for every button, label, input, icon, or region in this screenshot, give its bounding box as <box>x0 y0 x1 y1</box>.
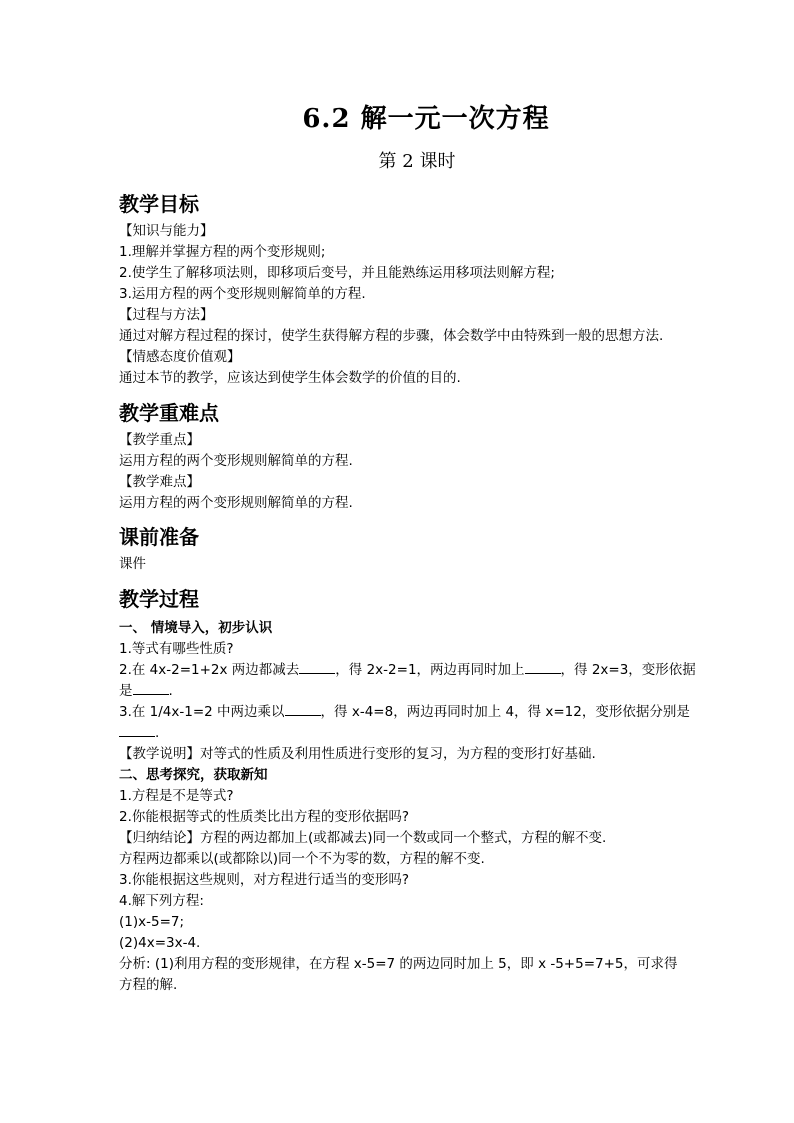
answer-blank[interactable] <box>299 661 335 674</box>
process-question-2-3: 3.你能根据这些规则，对方程进行适当的变形吗? <box>119 872 410 888</box>
answer-blank[interactable] <box>285 703 321 716</box>
objectives-attitude-text: 通过本节的教学，应该达到使学生体会数学的价值的目的. <box>119 370 461 386</box>
objectives-item-2: 2.使学生了解移项法则，即移项后变号，并且能熟练运用移项法则解方程; <box>119 265 555 281</box>
analysis-line-1: 分析: (1)利用方程的变形规律，在方程 x-5=7 的两边同时加上 5，即 x -5+5=7+5，可求得 <box>119 956 678 972</box>
conclusion-line-1: 【归纳结论】方程的两边都加上(或都减去)同一个数或同一个整式，方程的解不变. <box>119 830 607 846</box>
page-title: 6.2 解一元一次方程 <box>302 104 550 134</box>
difficult-point-text: 运用方程的两个变形规则解简单的方程. <box>119 495 353 511</box>
section-heading-preparation: 课前准备 <box>119 525 199 549</box>
process-question-2: 2.在 4x-2=1+2x 两边都减去 ，得 2x-2=1，两边再同时加上 ，得 2x=3，变形依据 <box>119 662 696 678</box>
objectives-item-1: 1.理解并掌握方程的两个变形规则; <box>119 244 326 260</box>
process-question-1: 1.等式有哪些性质? <box>119 641 234 657</box>
objectives-attitude-label: 【情感态度价值观】 <box>119 349 241 365</box>
section-heading-process: 教学过程 <box>119 587 199 611</box>
process-question-3-cont: . <box>119 724 159 742</box>
objectives-item-3: 3.运用方程的两个变形规则解简单的方程. <box>119 286 366 302</box>
teaching-note: 【教学说明】对等式的性质及利用性质进行变形的复习，为方程的变形打好基础. <box>119 746 596 762</box>
analysis-line-2: 方程的解. <box>119 977 178 993</box>
equation-1: (1)x-5=7; <box>119 914 185 930</box>
answer-blank[interactable] <box>525 661 561 674</box>
process-question-2-cont: 是 . <box>119 683 173 699</box>
process-part-1-heading: 一、 情境导入，初步认识 <box>119 620 273 636</box>
section-heading-objectives: 教学目标 <box>119 192 199 216</box>
objectives-process-label: 【过程与方法】 <box>119 307 214 323</box>
difficult-point-label: 【教学难点】 <box>119 474 200 490</box>
equation-2: (2)4x=3x-4. <box>119 935 201 951</box>
page-subtitle: 第 2 课时 <box>378 151 456 172</box>
answer-blank[interactable] <box>133 682 169 695</box>
process-question-2-4: 4.解下列方程: <box>119 893 204 909</box>
conclusion-line-2: 方程两边都乘以(或都除以)同一个不为零的数，方程的解不变. <box>119 851 485 867</box>
section-heading-key-points: 教学重难点 <box>119 401 219 425</box>
process-question-2-2: 2.你能根据等式的性质类比出方程的变形依据吗? <box>119 809 410 825</box>
preparation-text: 课件 <box>119 556 146 572</box>
objectives-process-text: 通过对解方程过程的探讨，使学生获得解方程的步骤，体会数学中由特殊到一般的思想方法. <box>119 328 664 344</box>
key-point-text: 运用方程的两个变形规则解简单的方程. <box>119 453 353 469</box>
objectives-knowledge-label: 【知识与能力】 <box>119 223 214 239</box>
process-question-3: 3.在 1/4x-1=2 中两边乘以 ，得 x-4=8，两边再同时加上 4，得 x=12，变形依据分别是 <box>119 704 690 720</box>
answer-blank[interactable] <box>119 724 155 737</box>
process-question-2-1: 1.方程是不是等式? <box>119 788 234 804</box>
key-point-label: 【教学重点】 <box>119 432 200 448</box>
process-part-2-heading: 二、思考探究，获取新知 <box>119 767 268 783</box>
